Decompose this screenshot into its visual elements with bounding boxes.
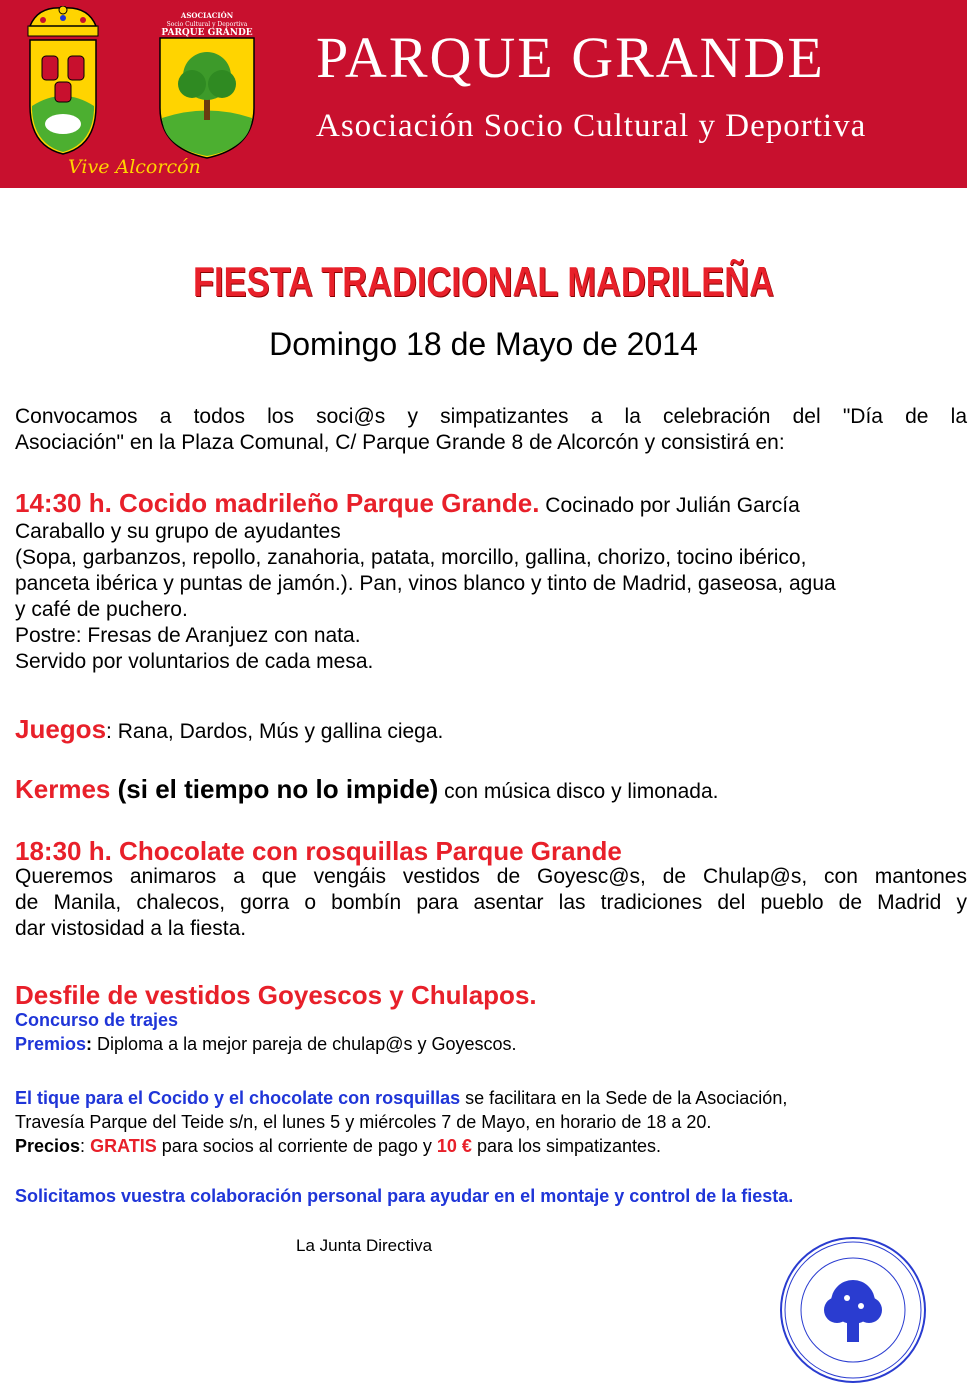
juegos-section — [15, 716, 967, 745]
tique-section — [15, 1086, 967, 1158]
premios-text: Diploma a la mejor pareja de chulap@s y Goyescos. — [92, 1034, 517, 1054]
cocido-section — [15, 490, 967, 675]
tique-text: se facilitara en la Sede de la Asociación, — [460, 1088, 788, 1108]
kermes-section — [15, 776, 967, 805]
logo-text-1: ASOCIACIÓN — [180, 11, 234, 20]
precios-colon: : — [80, 1136, 91, 1156]
chocolate-heading: 18:30 h. Chocolate con rosquillas Parque Grande — [15, 836, 622, 866]
intro-line-2: Asociación" en la Plaza Comunal, C/ Parque Grande 8 de Alcorcón y consistirá en: — [15, 431, 785, 454]
cocido-line: Servido por voluntarios de cada mesa. — [15, 650, 374, 673]
chocolate-line: dar vistosidad a la fiesta. — [15, 917, 247, 940]
precios-end: para los simpatizantes. — [471, 1136, 662, 1156]
cocido-heading: 14:30 h. Cocido madrileño Parque Grande. — [15, 488, 540, 518]
juegos-heading: Juegos — [15, 714, 107, 744]
price-value: 10 € — [436, 1136, 472, 1156]
logo-text-2: Socio Cultural y Deportiva — [166, 21, 248, 28]
parque-grande-logo-icon — [152, 8, 262, 160]
cocido-line: y café de puchero. — [15, 598, 188, 621]
precios-label: Precios — [15, 1136, 81, 1156]
desfile-heading: Desfile de vestidos Goyescos y Chulapos. — [15, 980, 537, 1010]
kermes-heading: Kermes — [15, 774, 111, 804]
tique-bold: El tique para el Cocido y el chocolate con rosquillas — [15, 1088, 461, 1108]
chocolate-line: Queremos animaros a que vengáis vestidos de Goyesc@s, de Chulap@s, con mantones — [15, 865, 967, 888]
association-stamp-icon — [777, 1236, 929, 1384]
closing-note: Solicitamos vuestra colaboración personal para ayudar en el montaje y control de la fiesta. — [15, 1186, 794, 1206]
chocolate-line: de Manila, chalecos, gorra o bombín para asentar las tradiciones del pueblo de Madrid y — [15, 891, 967, 914]
kermes-text: con música disco y limonada. — [438, 780, 719, 803]
gratis-label: GRATIS — [90, 1136, 157, 1156]
intro-line-1: Convocamos a todos los soci@s y simpatizantes a la celebración del "Día de la — [15, 405, 967, 428]
premios-colon: : — [86, 1034, 93, 1054]
header-banner — [0, 0, 967, 188]
slogan: Vive Alcorcón — [68, 156, 201, 178]
cocido-line: Caraballo y su grupo de ayudantes — [15, 520, 341, 543]
juegos-text: : Rana, Dardos, Mús y gallina ciega. — [106, 720, 444, 743]
desfile-section — [15, 982, 967, 1056]
concurso-label: Concurso de trajes — [15, 1010, 179, 1030]
premios-label: Premios — [15, 1034, 87, 1054]
cocido-line: panceta ibérica y puntas de jamón.). Pan, vinos blanco y tinto de Madrid, gaseosa, agua — [15, 572, 836, 595]
cocido-line: (Sopa, garbanzos, repollo, zanahoria, patata, morcillo, gallina, chorizo, tocino ibérico, — [15, 546, 807, 569]
event-date: Domingo 18 de Mayo de 2014 — [269, 326, 698, 362]
header-title: PARQUE GRANDE — [316, 25, 825, 90]
page-title: FIESTA TRADICIONAL MADRILEÑA — [193, 258, 774, 305]
signature: La Junta Directiva — [296, 1236, 433, 1255]
kermes-note: (si el tiempo no lo impide) — [110, 774, 439, 804]
logo-text-3: PARQUE GRANDE — [161, 28, 253, 38]
tique-line-2: Travesía Parque del Teide s/n, el lunes 5 y miércoles 7 de Mayo, en horario de 18 a 20. — [15, 1112, 712, 1132]
alcorcon-crest-icon — [18, 6, 108, 156]
intro — [15, 404, 967, 456]
chocolate-section — [15, 838, 967, 942]
precios-mid: para socios al corriente de pago y — [156, 1136, 437, 1156]
header-subtitle: Asociación Socio Cultural y Deportiva — [316, 108, 867, 144]
cocido-cooked-by: Cocinado por Julián García — [539, 494, 800, 517]
cocido-line: Postre: Fresas de Aranjuez con nata. — [15, 624, 361, 647]
